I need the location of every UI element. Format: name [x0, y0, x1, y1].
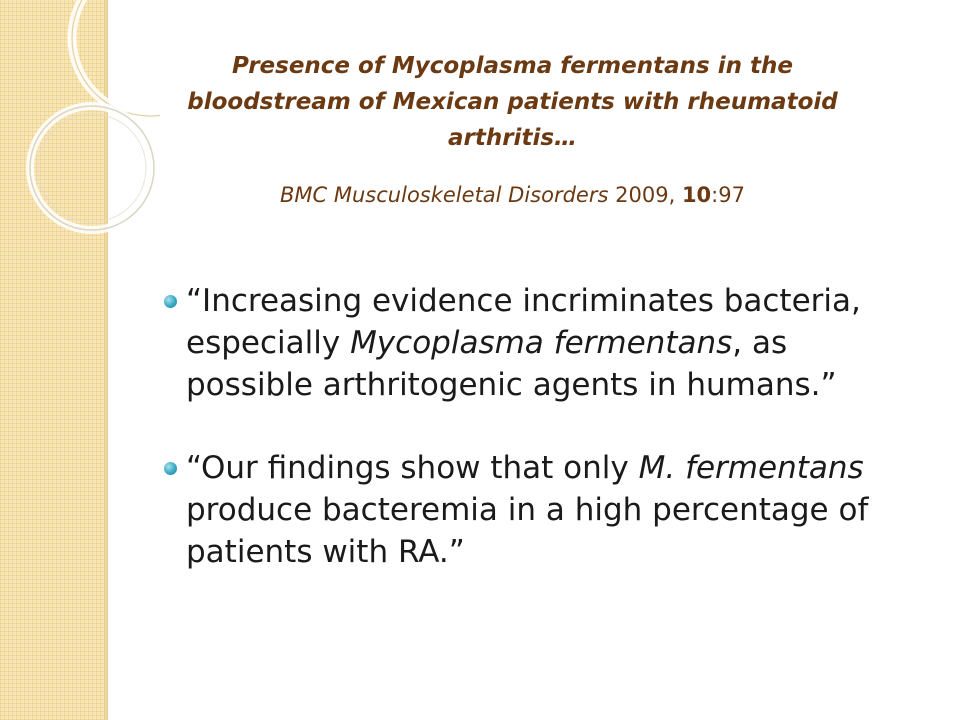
bullet-dot-icon [164, 295, 177, 308]
citation-year: 2009, [615, 183, 676, 207]
bullet-text-plain: produce bacteremia in a high percentage of patients with RA.” [186, 492, 869, 570]
slide-title: Presence of Mycoplasma fermentans in the bloodstream of Mexican patients with rheumatoid arthritis… [187, 53, 838, 151]
bullet-text-plain: “Increasing evidence incriminates bacteria, especially [186, 283, 861, 361]
citation-journal: BMC Musculoskeletal Disorders [280, 183, 609, 207]
citation-volume: 10 [681, 183, 712, 207]
bullet-text-plain: , as possible arthritogenic agents in humans.” [186, 325, 837, 403]
bullet-dot-icon [164, 462, 177, 475]
citation [150, 180, 875, 210]
bullet-item [186, 280, 906, 406]
bullet-text-italic: M. fermentans [638, 450, 864, 486]
concentric-circle-ornament-icon [0, 0, 160, 260]
bullet-text-plain: “Our findings show that only [186, 450, 639, 486]
bullet-item [186, 447, 906, 573]
citation-article: :97 [711, 183, 745, 207]
bullet-text-italic: Mycoplasma fermentans [350, 325, 733, 361]
